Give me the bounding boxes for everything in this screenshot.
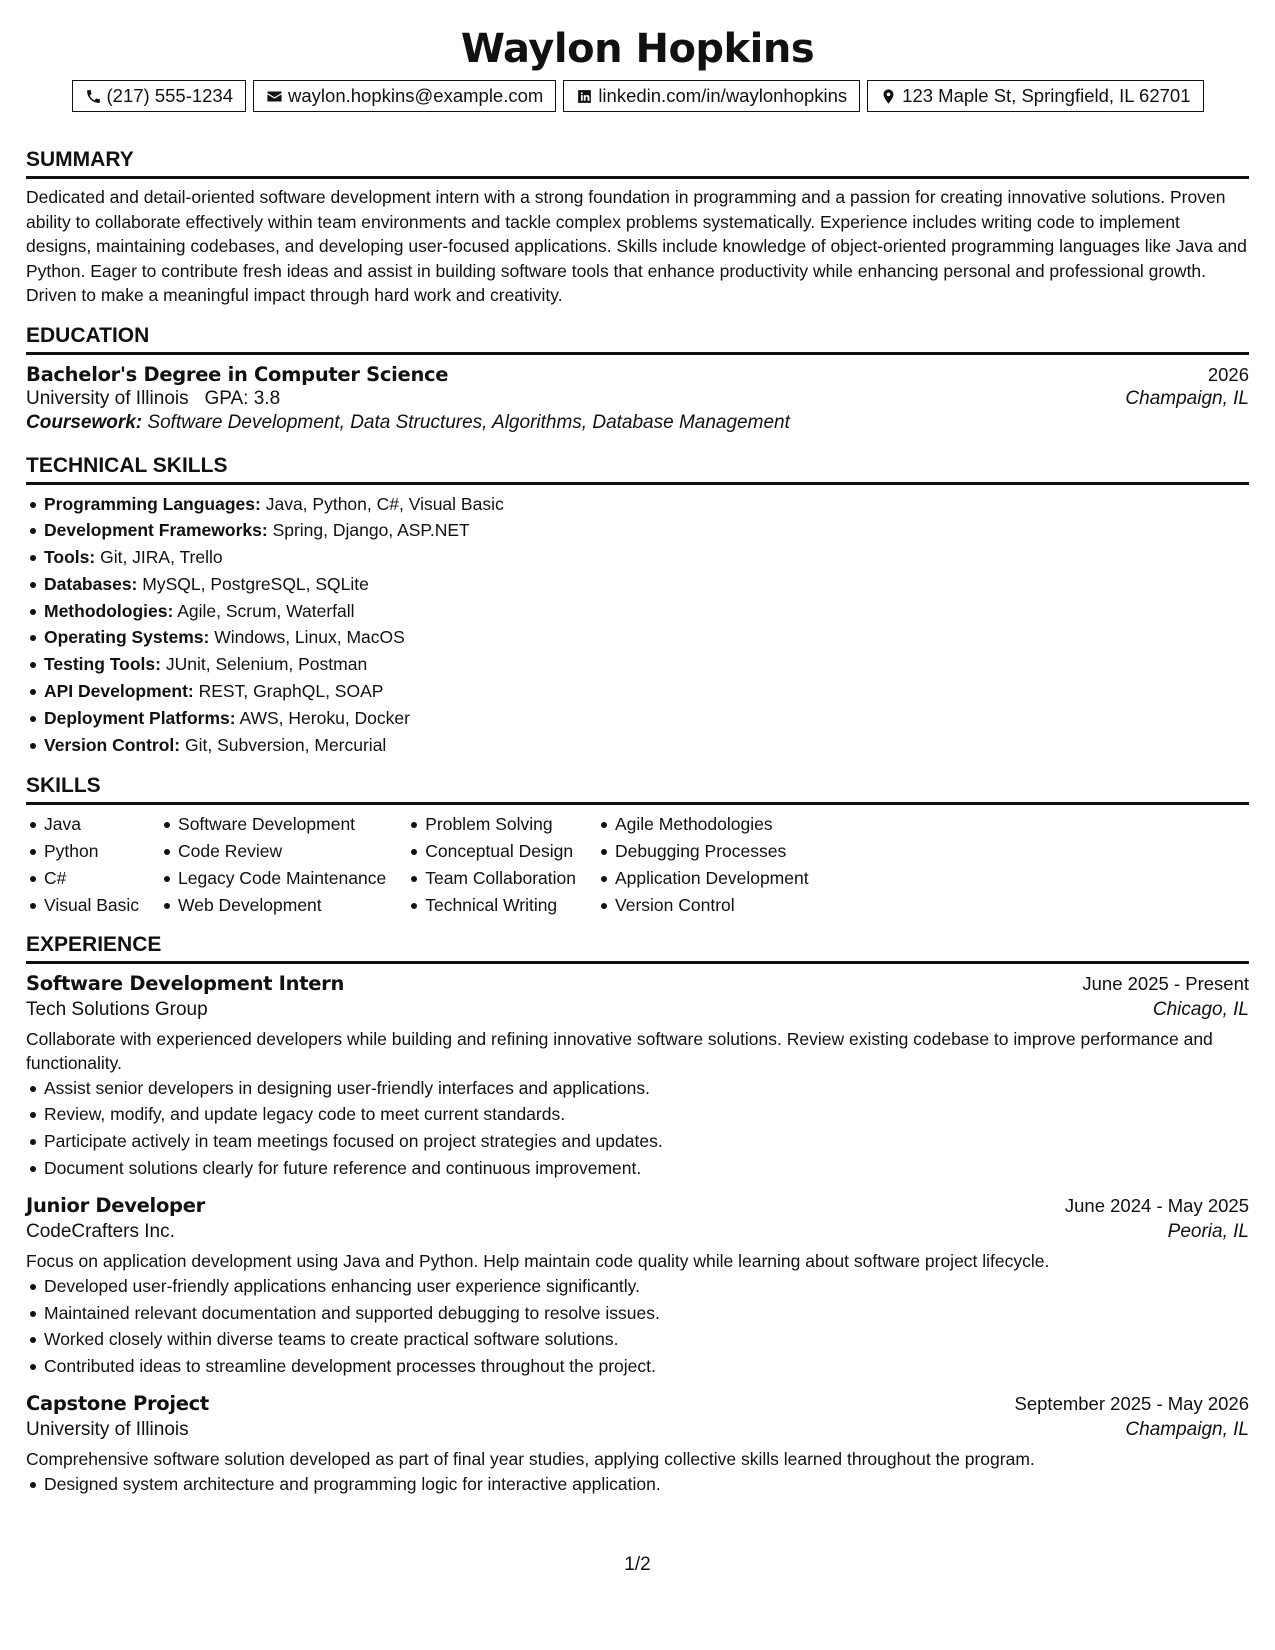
job-title: Capstone Project bbox=[26, 1392, 209, 1416]
linkedin-icon bbox=[576, 88, 593, 105]
job-list bbox=[26, 972, 1249, 1498]
job-location: Peoria, IL bbox=[1167, 1220, 1249, 1242]
skill-item: Python bbox=[26, 838, 139, 865]
skill-item: C# bbox=[26, 865, 139, 892]
job-description: Collaborate with experienced developers while building and refining innovative software solutions. Review existing codebase to improve performance and functionality. bbox=[26, 1028, 1213, 1073]
candidate-name: Waylon Hopkins bbox=[460, 26, 815, 72]
job-bullet: Assist senior developers in designing user-friendly interfaces and applications. bbox=[26, 1075, 1249, 1102]
technical-skill-label: Programming Languages: bbox=[44, 493, 261, 514]
phone-icon bbox=[85, 88, 102, 105]
job-dates: June 2025 - Present bbox=[1082, 972, 1249, 994]
job-entry bbox=[26, 1392, 1249, 1498]
technical-skill-label: Development Frameworks: bbox=[44, 520, 268, 541]
phone-text: (217) 555-1234 bbox=[106, 85, 234, 106]
technical-skill-item bbox=[26, 705, 1249, 732]
skill-item: Application Development bbox=[597, 865, 809, 892]
job-company: University of Illinois bbox=[26, 1419, 189, 1441]
job-title: Software Development Intern bbox=[26, 971, 345, 995]
skill-item: Problem Solving bbox=[407, 811, 576, 838]
technical-skills-list bbox=[26, 491, 1249, 759]
job-bullet: Worked closely within diverse teams to create practical software solutions. bbox=[26, 1326, 1249, 1353]
technical-skill-value: Git, Subversion, Mercurial bbox=[185, 734, 387, 755]
contact-phone bbox=[72, 80, 247, 112]
resume-page bbox=[26, 0, 1249, 1498]
technical-skill-item bbox=[26, 732, 1249, 759]
technical-skill-value: Java, Python, C#, Visual Basic bbox=[265, 493, 504, 514]
skill-item: Version Control bbox=[597, 892, 809, 919]
experience-section bbox=[26, 933, 1249, 1498]
skill-item: Team Collaboration bbox=[407, 865, 576, 892]
education-heading: EDUCATION bbox=[26, 324, 1249, 355]
technical-skill-item bbox=[26, 598, 1249, 625]
job-company: CodeCrafters Inc. bbox=[26, 1220, 175, 1242]
skills-column bbox=[597, 811, 809, 918]
technical-skill-value: Spring, Django, ASP.NET bbox=[272, 520, 470, 541]
coursework-label: Coursework: bbox=[26, 411, 143, 433]
job-location: Chicago, IL bbox=[1152, 998, 1249, 1020]
skills-heading: SKILLS bbox=[26, 774, 1249, 805]
school-info bbox=[26, 388, 280, 410]
skill-item: Code Review bbox=[160, 838, 386, 865]
skills-column bbox=[160, 811, 386, 918]
technical-skill-value: Windows, Linux, MacOS bbox=[214, 627, 405, 648]
job-bullet: Document solutions clearly for future reference and continuous improvement. bbox=[26, 1155, 1249, 1182]
technical-skills-section bbox=[26, 454, 1249, 759]
technical-skill-label: Version Control: bbox=[44, 734, 181, 755]
technical-skill-value: JUnit, Selenium, Postman bbox=[165, 654, 368, 675]
skills-column bbox=[407, 811, 576, 918]
skill-item: Conceptual Design bbox=[407, 838, 576, 865]
contact-email[interactable] bbox=[253, 80, 556, 112]
linkedin-text: linkedin.com/in/waylonhopkins bbox=[598, 85, 848, 106]
summary-heading: SUMMARY bbox=[26, 148, 1249, 179]
skills-grid bbox=[26, 811, 1249, 918]
coursework bbox=[26, 412, 1249, 434]
technical-skills-heading: TECHNICAL SKILLS bbox=[26, 454, 1249, 485]
job-bullets bbox=[26, 1273, 1249, 1380]
job-bullet: Developed user-friendly applications enhancing user experience significantly. bbox=[26, 1273, 1249, 1300]
technical-skill-value: Git, JIRA, Trello bbox=[100, 547, 223, 568]
envelope-icon bbox=[266, 88, 283, 105]
technical-skill-value: MySQL, PostgreSQL, SQLite bbox=[142, 573, 369, 594]
technical-skill-item bbox=[26, 678, 1249, 705]
coursework-list: Software Development, Data Structures, Algorithms, Database Management bbox=[147, 411, 790, 433]
technical-skill-label: Testing Tools: bbox=[44, 654, 161, 675]
job-dates: June 2024 - May 2025 bbox=[1064, 1194, 1249, 1216]
skill-item: Java bbox=[26, 811, 139, 838]
contact-bar bbox=[26, 80, 1249, 112]
skill-item: Technical Writing bbox=[407, 892, 576, 919]
job-title: Junior Developer bbox=[26, 1193, 205, 1217]
summary-text: Dedicated and detail-oriented software development intern with a strong foundation in programming and a passion for creating innovative solutions. Proven ability to collaborate effectively within team environments and tackle complex problems systematically. Experience includes writing code to implement designs, maintaining codebases, and developing user-focused applications. Skills include knowledge of object-oriented programming languages like Java and Python. Eager to contribute fresh ideas and assist in building software tools that enhance productivity while enhancing personal and professional growth. Driven to make a meaningful impact through hard work and creativity. bbox=[26, 187, 1247, 305]
technical-skill-value: Agile, Scrum, Waterfall bbox=[177, 600, 355, 621]
email-text: waylon.hopkins@example.com bbox=[288, 85, 544, 106]
school-name: University of Illinois bbox=[26, 387, 189, 409]
contact-linkedin[interactable] bbox=[563, 80, 860, 112]
skill-item: Legacy Code Maintenance bbox=[160, 865, 386, 892]
technical-skill-label: Databases: bbox=[44, 573, 138, 594]
technical-skill-item bbox=[26, 571, 1249, 598]
map-pin-icon bbox=[880, 88, 897, 105]
job-bullets bbox=[26, 1075, 1249, 1182]
job-bullet: Contributed ideas to streamline development processes throughout the project. bbox=[26, 1353, 1249, 1380]
technical-skill-label: Deployment Platforms: bbox=[44, 707, 236, 728]
skills-column bbox=[26, 811, 139, 918]
skill-item: Software Development bbox=[160, 811, 386, 838]
job-bullet: Designed system architecture and programming logic for interactive application. bbox=[26, 1471, 1249, 1498]
job-company: Tech Solutions Group bbox=[26, 998, 208, 1020]
skill-item: Agile Methodologies bbox=[597, 811, 809, 838]
job-bullet: Maintained relevant documentation and supported debugging to resolve issues. bbox=[26, 1300, 1249, 1327]
job-bullets bbox=[26, 1471, 1249, 1498]
job-description: Comprehensive software solution developed as part of final year studies, applying collective skills learned throughout the program. bbox=[26, 1449, 1035, 1470]
skills-section bbox=[26, 774, 1249, 918]
technical-skill-item bbox=[26, 624, 1249, 651]
technical-skill-value: REST, GraphQL, SOAP bbox=[198, 681, 384, 702]
school-gpa: GPA: 3.8 bbox=[204, 387, 281, 409]
technical-skill-item bbox=[26, 491, 1249, 518]
technical-skill-label: API Development: bbox=[44, 681, 194, 702]
skill-item: Debugging Processes bbox=[597, 838, 809, 865]
address-text: 123 Maple St, Springfield, IL 62701 bbox=[902, 85, 1191, 106]
contact-address bbox=[867, 80, 1203, 112]
experience-heading: EXPERIENCE bbox=[26, 933, 1249, 964]
job-bullet: Participate actively in team meetings focused on project strategies and updates. bbox=[26, 1128, 1249, 1155]
summary-section bbox=[26, 148, 1249, 308]
job-entry bbox=[26, 972, 1249, 1182]
page-number: 1/2 bbox=[624, 1554, 651, 1575]
job-description: Focus on application development using Java and Python. Help maintain code quality while learning about software project lifecycle. bbox=[26, 1250, 1050, 1271]
job-bullet: Review, modify, and update legacy code to meet current standards. bbox=[26, 1101, 1249, 1128]
technical-skill-item bbox=[26, 544, 1249, 571]
skill-item: Visual Basic bbox=[26, 892, 139, 919]
technical-skill-item bbox=[26, 517, 1249, 544]
technical-skill-value: AWS, Heroku, Docker bbox=[239, 707, 410, 728]
skill-item: Web Development bbox=[160, 892, 386, 919]
school-location: Champaign, IL bbox=[1125, 387, 1249, 409]
technical-skill-label: Tools: bbox=[44, 547, 96, 568]
job-location: Champaign, IL bbox=[1125, 1419, 1249, 1441]
job-entry bbox=[26, 1194, 1249, 1380]
education-section bbox=[26, 324, 1249, 434]
technical-skill-label: Methodologies: bbox=[44, 600, 174, 621]
technical-skill-label: Operating Systems: bbox=[44, 627, 210, 648]
job-dates: September 2025 - May 2026 bbox=[1014, 1393, 1249, 1415]
degree-title: Bachelor's Degree in Computer Science bbox=[26, 362, 449, 386]
degree-year: 2026 bbox=[1207, 363, 1249, 385]
technical-skill-item bbox=[26, 651, 1249, 678]
